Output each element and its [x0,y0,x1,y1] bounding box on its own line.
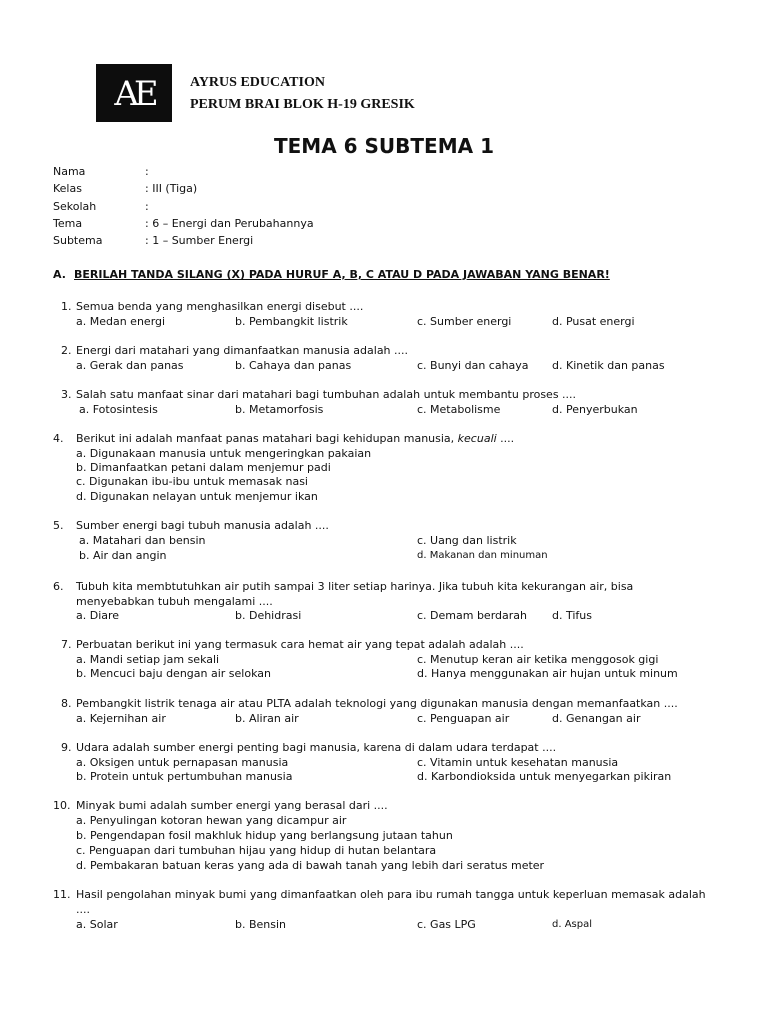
option-d: d. Tifus [552,609,592,622]
option-a: a. Oksigen untuk pernapasan manusia [76,756,289,769]
option-c: c. Gas LPG [417,918,476,931]
instruction-marker: A. [53,268,66,281]
identity-value: : III (Tiga) [145,182,198,195]
instruction-text: BERILAH TANDA SILANG (X) PADA HURUF A, B, C ATAU D PADA JAWABAN YANG BENAR! [74,268,610,281]
question-number: 10. [53,799,71,812]
question-text-cont: .... [76,903,90,916]
question-text: Energi dari matahari yang dimanfaatkan manusia adalah .... [76,344,409,357]
question-text: Hasil pengolahan minyak bumi yang dimanfaatkan oleh para ibu rumah tangga untuk keperluan memasak adalah [76,888,706,901]
identity-label: Nama [53,165,86,178]
identity-label: Tema [53,217,83,230]
option-d: d. Pusat energi [552,315,635,328]
option-b: b. Protein untuk pertumbuhan manusia [76,770,293,783]
question-text: Sumber energi bagi tubuh manusia adalah .... [76,519,329,532]
identity-value: : [145,200,149,213]
option-a: a. Fotosintesis [79,403,158,416]
option-b: b. Metamorfosis [235,403,324,416]
option-c: c. Penguapan dari tumbuhan hijau yang hidup di hutan belantara [76,844,437,857]
option-c: c. Sumber energi [417,315,512,328]
option-d: d. Karbondioksida untuk menyegarkan pikiran [417,770,672,783]
question-number: 4. [53,432,64,445]
question-number: 2. [61,344,72,357]
question-emphasis: kecuali [457,432,497,445]
option-d: d. Aspal [552,919,593,930]
option-b: b. Bensin [235,918,287,931]
option-a: a. Solar [76,918,118,931]
option-d: d. Hanya menggunakan air hujan untuk minum [417,667,678,680]
option-c: c. Penguapan air [417,712,510,725]
option-d: d. Penyerbukan [552,403,638,416]
option-a: a. Penyulingan kotoran hewan yang dicampur air [76,814,347,827]
option-d: d. Digunakan nelayan untuk menjemur ikan [76,490,318,503]
question-text: Udara adalah sumber energi penting bagi manusia, karena di dalam udara terdapat .... [76,741,557,754]
option-c: c. Bunyi dan cahaya [417,359,529,372]
question-text: Tubuh kita membtutuhkan air putih sampai 3 liter setiap harinya. Jika tubuh kita kekurangan air, bisa [76,580,634,593]
option-a: a. Mandi setiap jam sekali [76,653,220,666]
question-number: 3. [61,388,72,401]
option-b: b. Cahaya dan panas [235,359,352,372]
identity-label: Sekolah [53,200,97,213]
option-d: d. Kinetik dan panas [552,359,665,372]
question-number: 1. [61,300,72,313]
option-b: b. Pengendapan fosil makhluk hidup yang berlangsung jutaan tahun [76,829,453,842]
question-number: 11. [53,888,71,901]
option-b: b. Dehidrasi [235,609,302,622]
option-a: a. Diare [76,609,120,622]
option-a: a. Matahari dan bensin [79,534,206,547]
option-b: b. Air dan angin [79,549,167,562]
question-text: Semua benda yang menghasilkan energi disebut .... [76,300,364,313]
option-c: c. Metabolisme [417,403,501,416]
option-c: c. Digunakan ibu-ibu untuk memasak nasi [76,475,308,488]
option-c: c. Vitamin untuk kesehatan manusia [417,756,619,769]
question-text: Berikut ini adalah manfaat panas matahari bagi kehidupan manusia, kecuali .... [76,432,515,445]
option-d: d. Pembakaran batuan keras yang ada di bawah tanah yang lebih dari seratus meter [76,859,545,872]
question-text: Salah satu manfaat sinar dari matahari bagi tumbuhan adalah untuk membantu proses .... [76,388,577,401]
logo [96,64,172,122]
org-name: AYRUS EDUCATION [190,75,325,90]
question-number: 6. [53,580,64,593]
identity-value: : 1 – Sumber Energi [145,234,254,247]
identity-label: Kelas [53,182,82,195]
option-b: b. Mencuci baju dengan air selokan [76,667,271,680]
question-text: Minyak bumi adalah sumber energi yang berasal dari .... [76,799,388,812]
option-b: b. Pembangkit listrik [235,315,348,328]
option-a: a. Digunakaan manusia untuk mengeringkan pakaian [76,447,372,460]
option-d: d. Makanan dan minuman [417,550,548,561]
option-a: a. Medan energi [76,315,166,328]
question-text: Perbuatan berikut ini yang termasuk cara hemat air yang tepat adalah adalah .... [76,638,524,651]
option-c: c. Uang dan listrik [417,534,517,547]
option-b: b. Aliran air [235,712,299,725]
logo-text: AE [114,74,154,114]
option-c: c. Menutup keran air ketika menggosok gigi [417,653,659,666]
question-number: 9. [61,741,72,754]
option-a: a. Kejernihan air [76,712,166,725]
question-text-cont: menyebabkan tubuh mengalami .... [76,595,273,608]
question-number: 8. [61,697,72,710]
identity-label: Subtema [53,234,103,247]
identity-value: : 6 – Energi dan Perubahannya [145,217,314,230]
identity-value: : [145,165,149,178]
question-text: Pembangkit listrik tenaga air atau PLTA adalah teknologi yang digunakan manusia dengan memanfaatkan .... [76,697,678,710]
question-number: 5. [53,519,64,532]
org-address: PERUM BRAI BLOK H-19 GRESIK [190,97,415,112]
question-number: 7. [61,638,72,651]
option-b: b. Dimanfaatkan petani dalam menjemur padi [76,461,331,474]
option-a: a. Gerak dan panas [76,359,184,372]
page-title: TEMA 6 SUBTEMA 1 [274,134,494,158]
option-d: d. Genangan air [552,712,641,725]
option-c: c. Demam berdarah [417,609,527,622]
